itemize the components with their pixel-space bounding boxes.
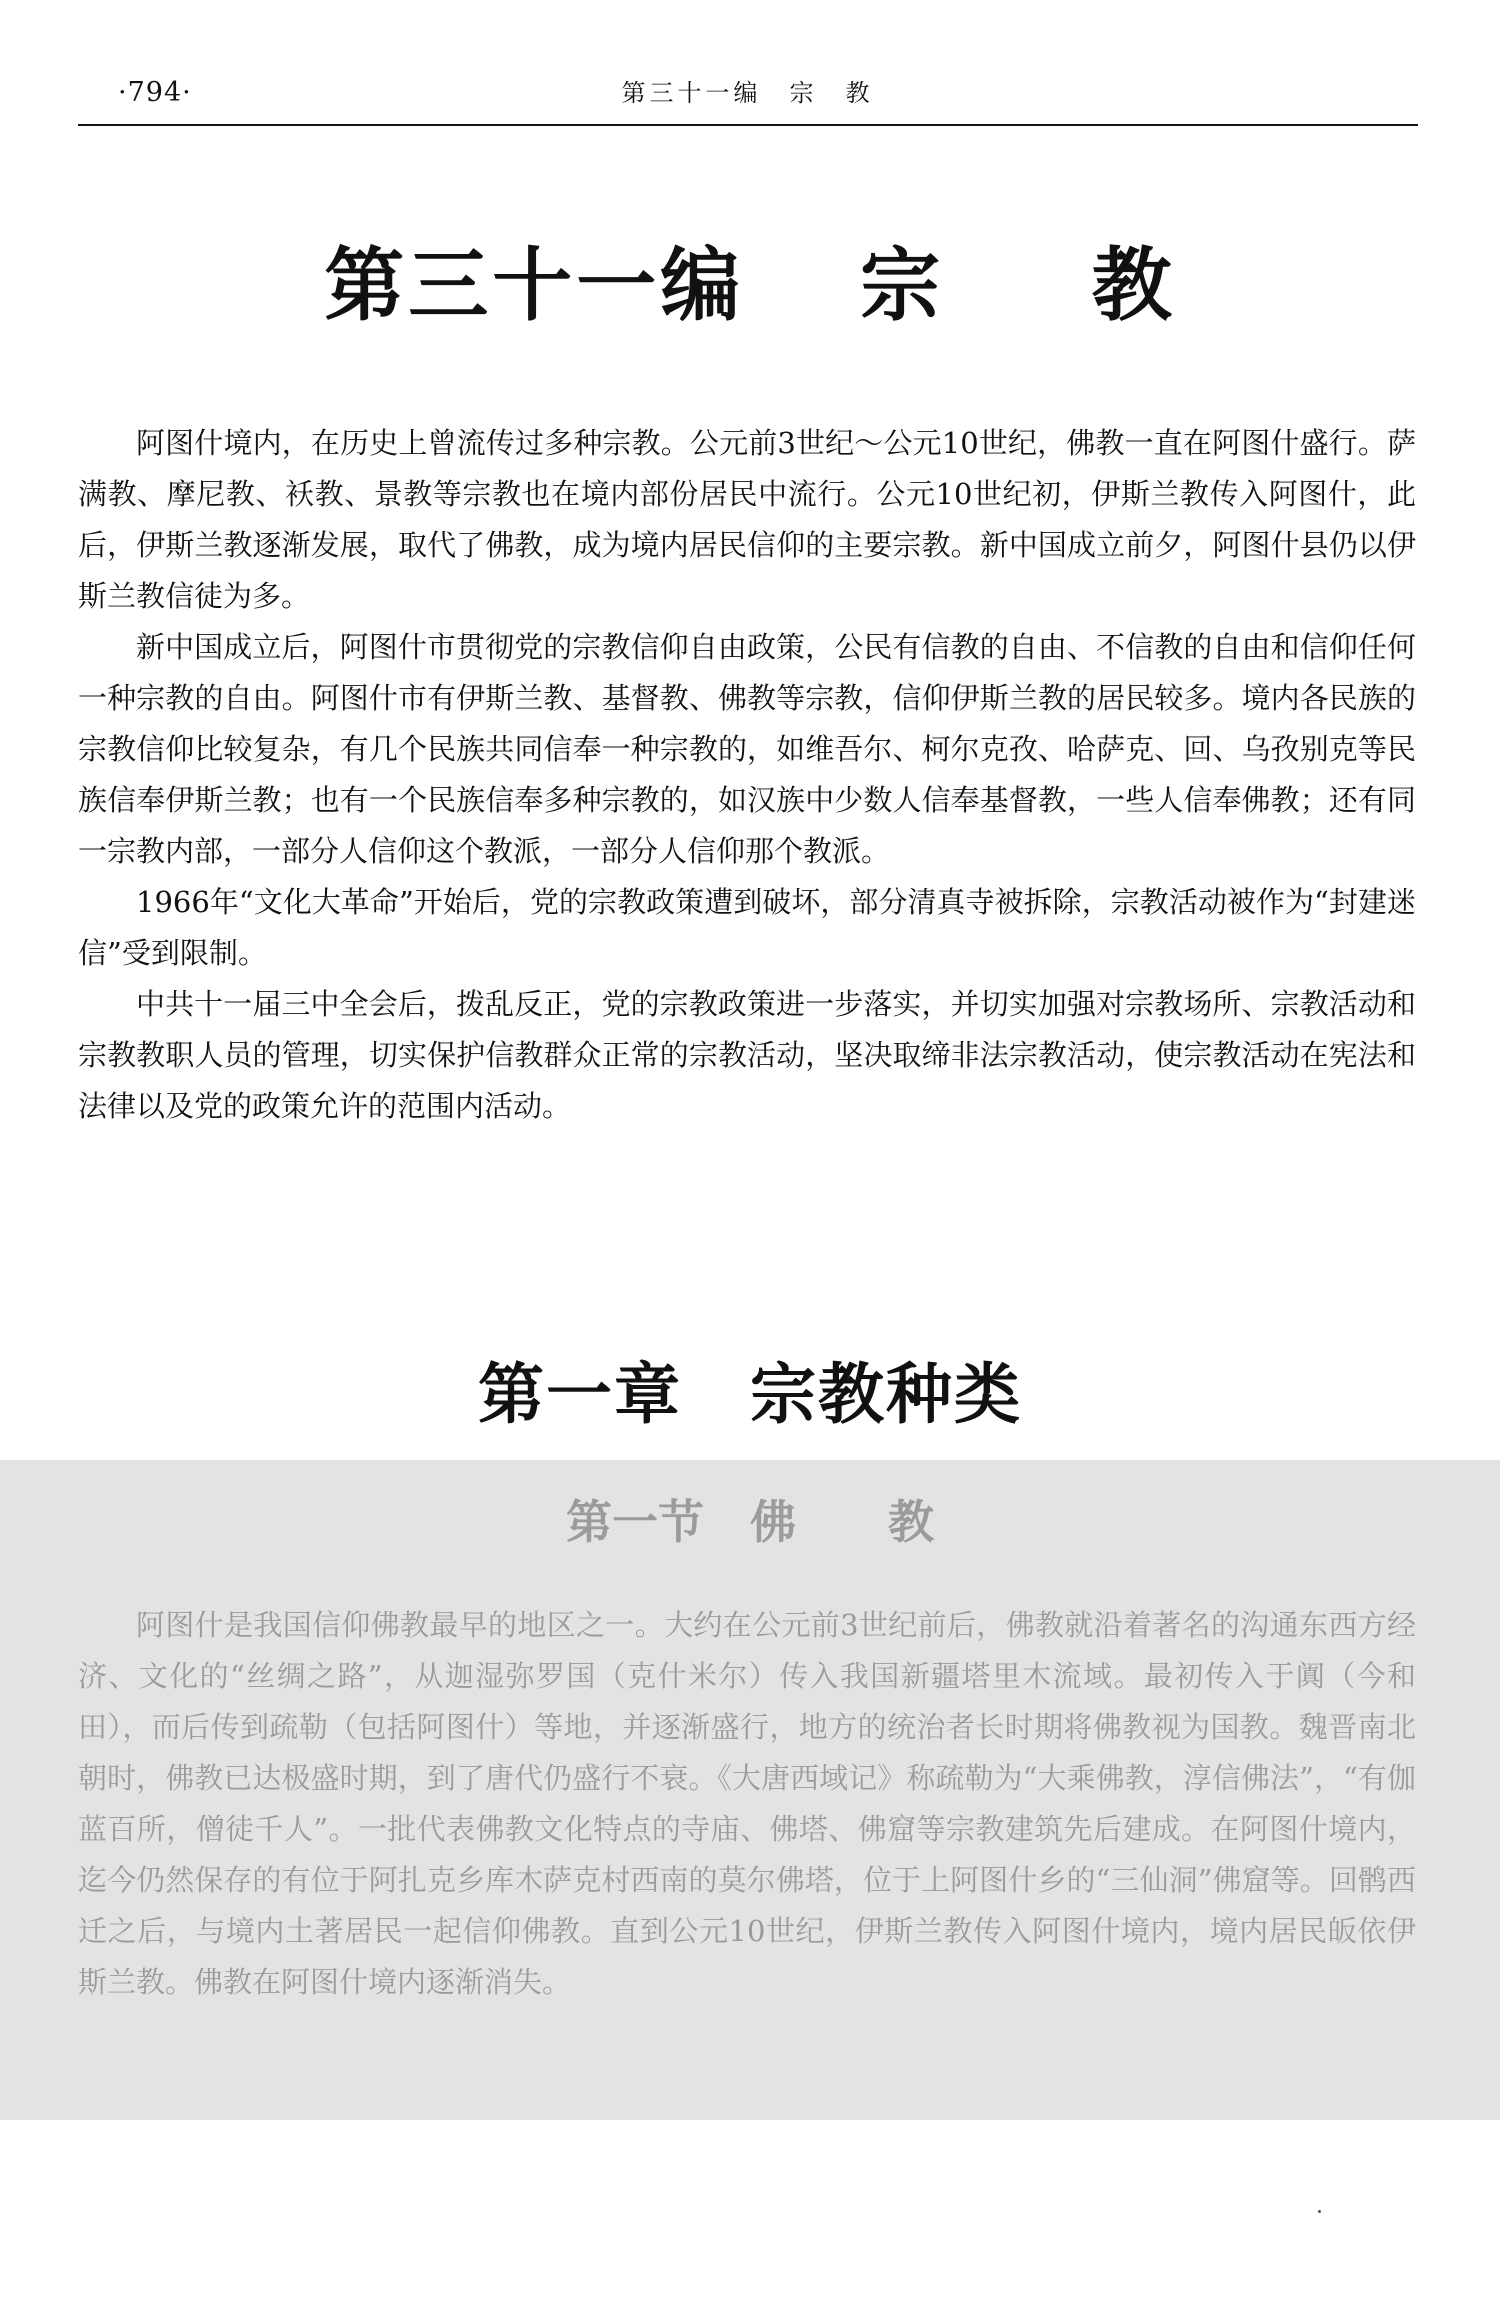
header-rule [78, 124, 1418, 126]
intro-paragraph: 阿图什境内，在历史上曾流传过多种宗教。公元前3世纪～公元10世纪，佛教一直在阿图什盛行。萨满教、摩尼教、袄教、景教等宗教也在境内部份居民中流行。公元10世纪初，伊斯兰教传入阿图什，此后，伊斯兰教逐渐发展，取代了佛教，成为境内居民信仰的主要宗教。新中国成立前夕，阿图什县仍以伊斯兰教信徒为多。 [78, 426, 1416, 613]
section-text [78, 1600, 1416, 2008]
chapter-title: 第一章 宗教种类 [478, 1356, 1022, 1433]
intro-paragraph: 新中国成立后，阿图什市贯彻党的宗教信仰自由政策，公民有信教的自由、不信教的自由和信仰任何一种宗教的自由。阿图什市有伊斯兰教、基督教、佛教等宗教，信仰伊斯兰教的居民较多。境内各民族的宗教信仰比较复杂，有几个民族共同信奉一种宗教的，如维吾尔、柯尔克孜、哈萨克、回、乌孜别克等民族信奉伊斯兰教；也有一个民族信奉多种宗教的，如汉族中少数人信奉基督教，一些人信奉佛教；还有同一宗教内部，一部分人信仰这个教派，一部分人信仰那个教派。 [78, 630, 1416, 868]
intro-text [78, 418, 1416, 1132]
running-title: 第三十一编 宗 教 [621, 79, 874, 107]
intro-paragraph: 1966年“文化大革命”开始后，党的宗教政策遭到破坏，部分清真寺被拆除，宗教活动被作为“封建迷信”受到限制。 [78, 885, 1416, 970]
intro-paragraph: 中共十一届三中全会后，拨乱反正，党的宗教政策进一步落实，并切实加强对宗教场所、宗教活动和宗教教职人员的管理，切实保护信教群众正常的宗教活动，坚决取缔非法宗教活动，使宗教活动在宪法和法律以及党的政策允许的范围内活动。 [78, 987, 1416, 1123]
part-title: 第三十一编 宗 教 [324, 238, 1176, 332]
section-paragraph: 阿图什是我国信仰佛教最早的地区之一。大约在公元前3世纪前后，佛教就沿着著名的沟通东西方经济、文化的“丝绸之路”，从迦湿弥罗国（克什米尔）传入我国新疆塔里木流域。最初传入于阗（今和田），而后传到疏勒（包括阿图什）等地，并逐渐盛行，地方的统治者长时期将佛教视为国教。魏晋南北朝时，佛教已达极盛时期，到了唐代仍盛行不衰。《大唐西域记》称疏勒为“大乘佛教，淳信佛法”，“有伽蓝百所，僧徒千人”。一批代表佛教文化特点的寺庙、佛塔、佛窟等宗教建筑先后建成。在阿图什境内，迄今仍然保存的有位于阿扎克乡库木萨克村西南的莫尔佛塔，位于上阿图什乡的“三仙洞”佛窟等。回鹘西迁之后，与境内土著居民一起信仰佛教。直到公元10世纪，伊斯兰教传入阿图什境内，境内居民皈依伊斯兰教。佛教在阿图什境内逐渐消失。 [78, 1608, 1416, 1999]
stray-dot [1318, 2210, 1321, 2213]
running-header [80, 78, 1415, 108]
section-title: 第一节 佛 教 [566, 1495, 934, 1549]
page-number: ·794· [118, 77, 192, 108]
